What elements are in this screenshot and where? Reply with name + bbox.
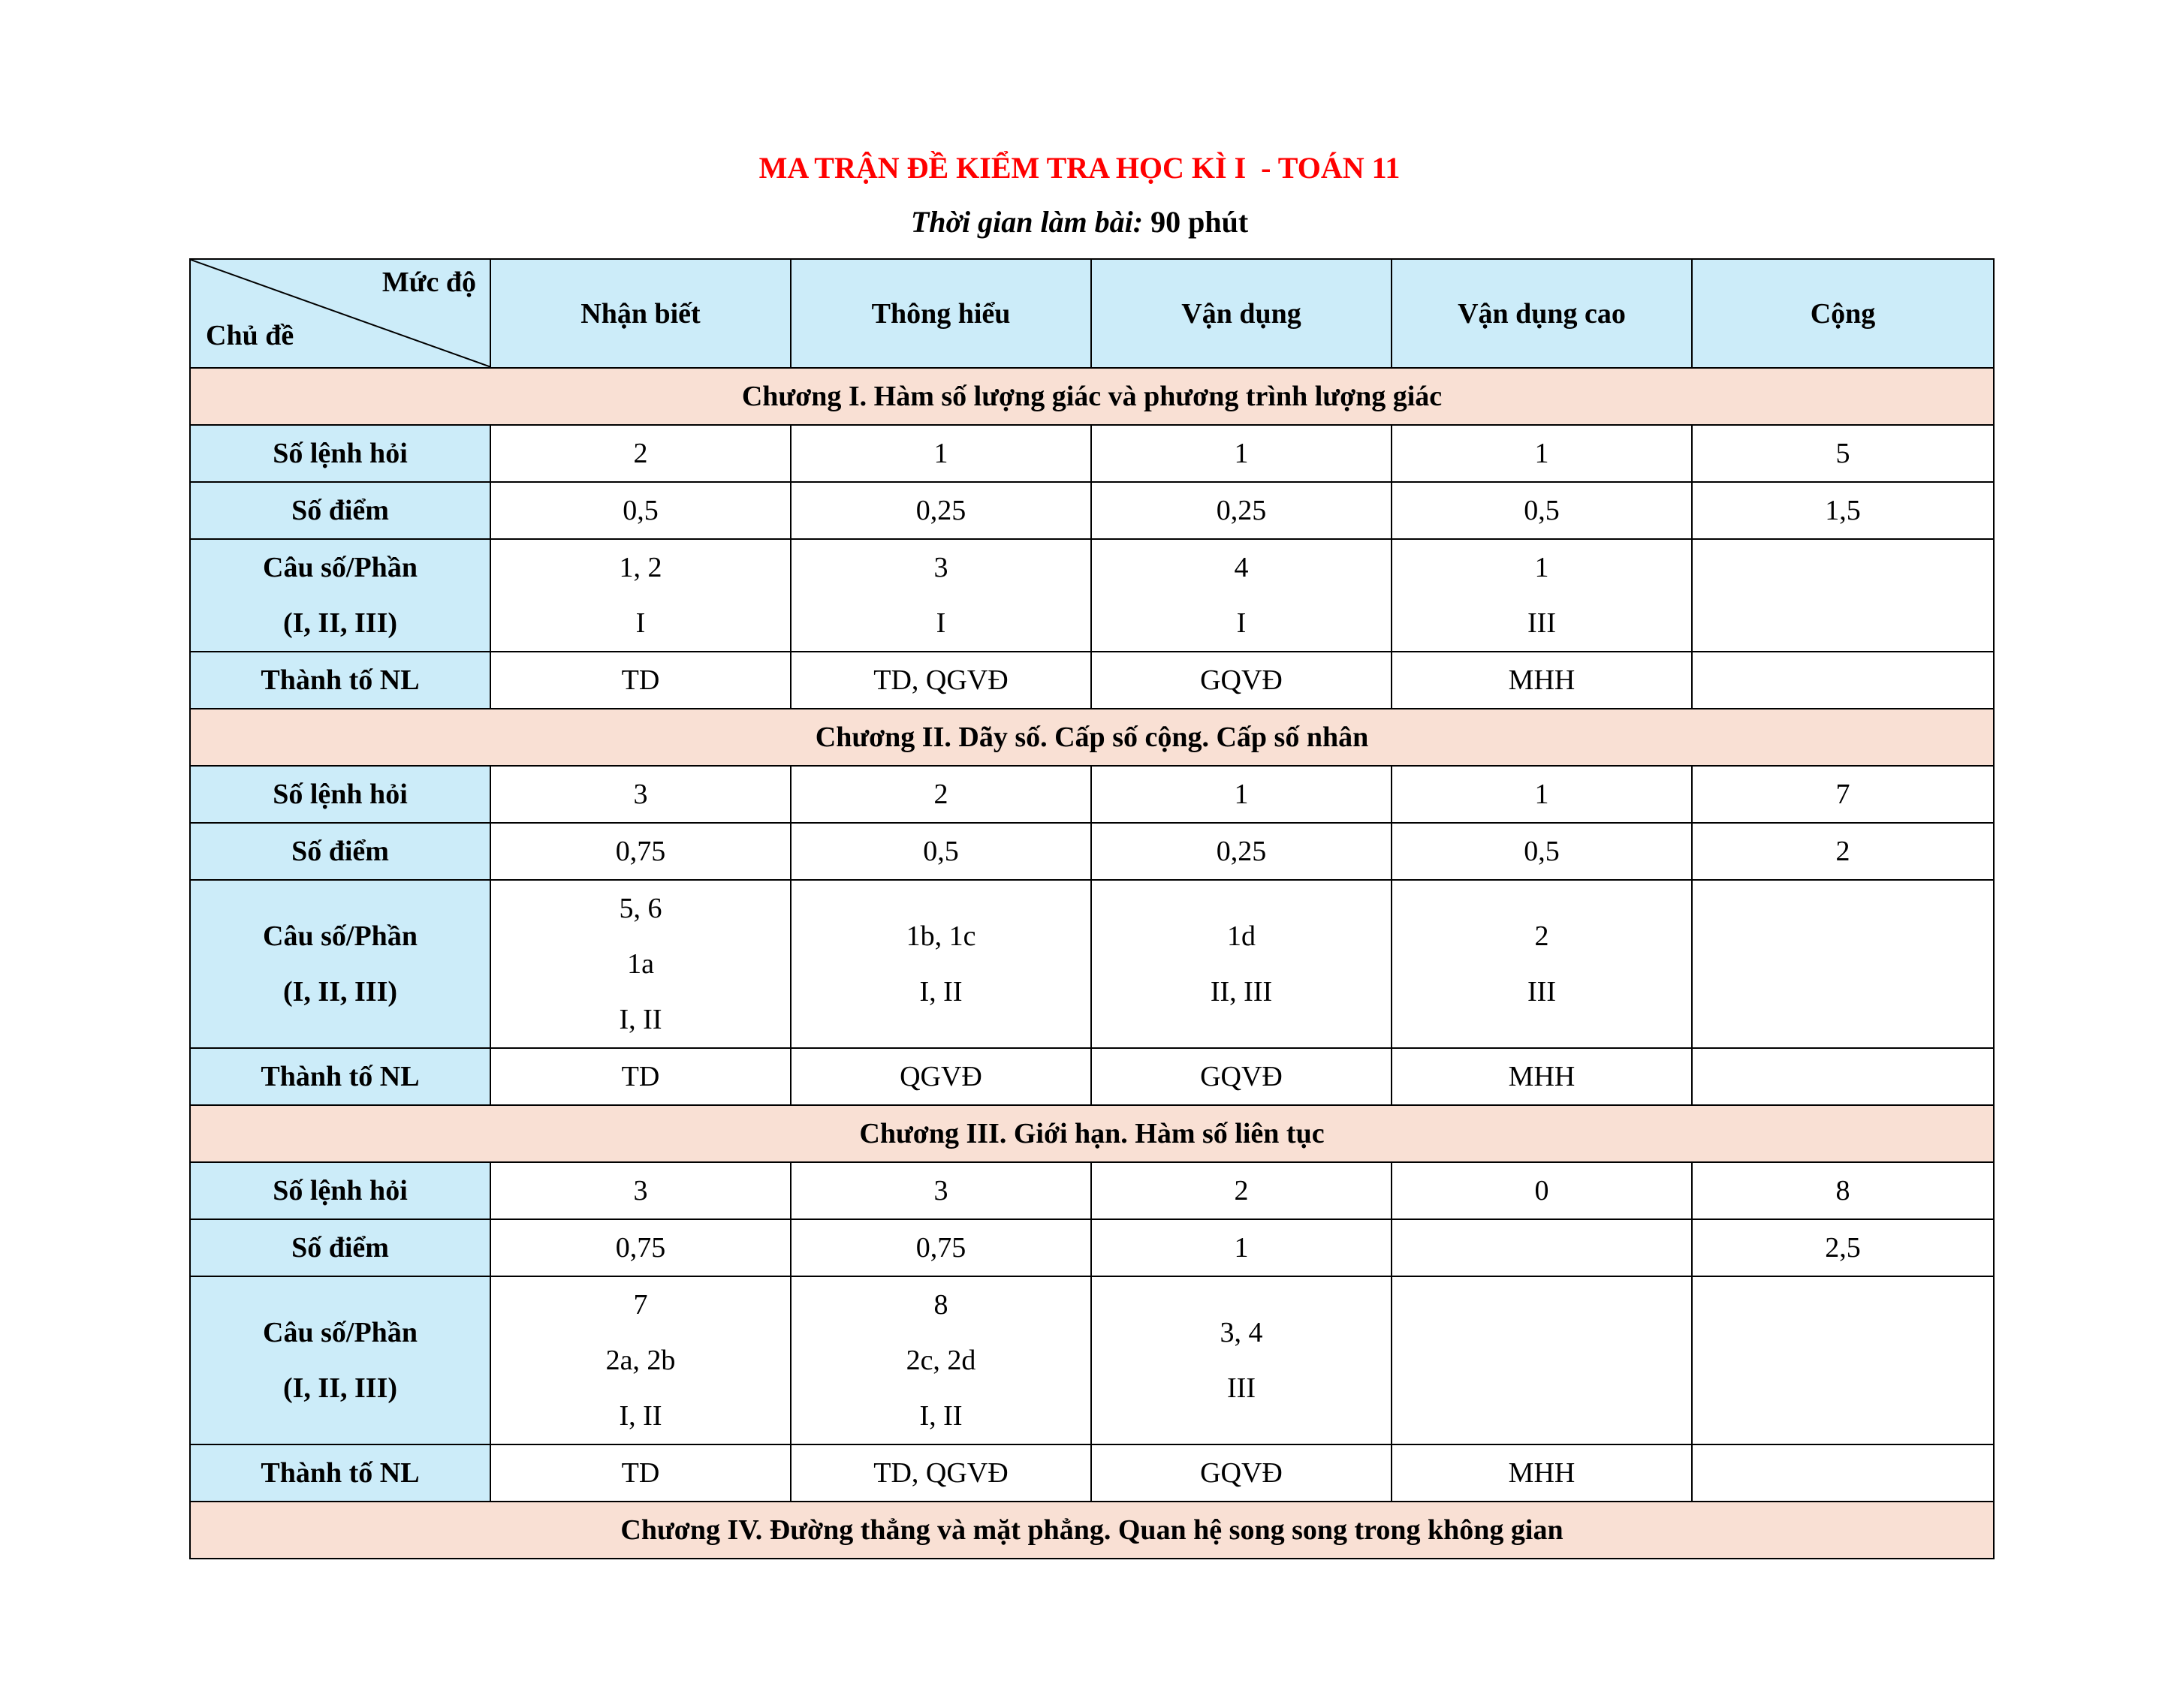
items-cell-line: I (936, 607, 946, 639)
competency-cell (1692, 652, 1994, 709)
items-cell (490, 880, 791, 1048)
points-cell: 0,75 (490, 1219, 791, 1276)
items-cell (791, 1276, 1091, 1444)
questions-cell: 3 (791, 1162, 1091, 1219)
points-cell: 1 (1091, 1219, 1392, 1276)
items-cell (1091, 1276, 1392, 1444)
items-cell (1692, 880, 1994, 1048)
row-label-items (190, 539, 490, 652)
points-row (190, 823, 1994, 880)
competency-cell: TD (490, 652, 791, 709)
document-title: MA TRẬN ĐỀ KIỂM TRA HỌC KÌ I - TOÁN 11 (758, 151, 1401, 185)
header-corner-cell (190, 259, 490, 368)
questions-cell: 2 (791, 766, 1091, 823)
header-col-application: Vận dụng (1091, 259, 1392, 368)
questions-cell: 3 (490, 766, 791, 823)
items-cell (1392, 1276, 1692, 1444)
points-row (190, 482, 1994, 539)
items-label-line: Câu số/Phần (263, 1317, 418, 1348)
row-label-competency: Thành tố NL (190, 1048, 490, 1105)
items-row (190, 1276, 1994, 1444)
items-cell-line: 3, 4 (1220, 1317, 1263, 1348)
items-cell-line: I (635, 607, 646, 639)
items-cell-line: 4 (1234, 552, 1249, 583)
items-cell (1091, 539, 1392, 652)
row-label-points: Số điểm (190, 482, 490, 539)
chapter-title: Chương III. Giới hạn. Hàm số liên tục (190, 1105, 1994, 1162)
points-cell: 1,5 (1692, 482, 1994, 539)
competency-cell: TD, QGVĐ (791, 1444, 1091, 1502)
points-cell: 0,25 (1091, 823, 1392, 880)
items-row (190, 880, 1994, 1048)
points-cell: 0,5 (1392, 823, 1692, 880)
questions-cell: 7 (1692, 766, 1994, 823)
questions-cell: 1 (1091, 766, 1392, 823)
questions-cell: 2 (1091, 1162, 1392, 1219)
points-cell: 2 (1692, 823, 1994, 880)
exam-matrix-table (189, 258, 1995, 1559)
competency-cell: GQVĐ (1091, 1048, 1392, 1105)
header-col-total: Cộng (1692, 259, 1994, 368)
header-col-recognition: Nhận biết (490, 259, 791, 368)
items-cell (490, 539, 791, 652)
competency-cell: GQVĐ (1091, 1444, 1392, 1502)
questions-cell: 1 (1392, 766, 1692, 823)
items-label-line: (I, II, III) (282, 976, 398, 1008)
items-cell-line: I, II (919, 1400, 963, 1432)
competency-cell: QGVĐ (791, 1048, 1091, 1105)
row-label-questions: Số lệnh hỏi (190, 766, 490, 823)
row-label-competency: Thành tố NL (190, 1444, 490, 1502)
items-cell-line: III (1527, 607, 1556, 639)
items-cell-line: 2c, 2d (906, 1345, 976, 1376)
competency-cell: TD (490, 1444, 791, 1502)
items-cell (1692, 539, 1994, 652)
corner-topic-label: Chủ đề (206, 320, 294, 351)
points-cell: 0,75 (791, 1219, 1091, 1276)
document-subtitle (0, 201, 2159, 243)
chapter-title: Chương I. Hàm số lượng giác và phương trình lượng giác (190, 368, 1994, 425)
time-label: Thời gian làm bài: (910, 205, 1144, 239)
questions-cell: 1 (791, 425, 1091, 482)
competency-cell: TD, QGVĐ (791, 652, 1091, 709)
items-cell (1091, 880, 1392, 1048)
points-cell (1392, 1219, 1692, 1276)
items-cell-line: III (1527, 976, 1556, 1008)
questions-cell: 3 (490, 1162, 791, 1219)
items-cell-line: 5, 6 (619, 893, 662, 924)
items-cell-line: 7 (633, 1289, 648, 1321)
items-cell-line: II, III (1210, 976, 1273, 1008)
chapter-row (190, 1502, 1994, 1559)
items-cell-line: 1 (1534, 552, 1549, 583)
points-cell: 0,5 (1392, 482, 1692, 539)
items-cell-line: I, II (619, 1004, 662, 1035)
points-cell: 0,5 (490, 482, 791, 539)
items-cell-line: I, II (619, 1400, 662, 1432)
competency-cell: TD (490, 1048, 791, 1105)
questions-cell: 8 (1692, 1162, 1994, 1219)
competency-row (190, 652, 1994, 709)
questions-cell: 5 (1692, 425, 1994, 482)
items-cell (1392, 539, 1692, 652)
items-cell (490, 1276, 791, 1444)
corner-level-label: Mức độ (381, 267, 476, 298)
points-cell: 0,75 (490, 823, 791, 880)
chapter-row (190, 709, 1994, 766)
questions-cell: 1 (1392, 425, 1692, 482)
items-cell-line: 1, 2 (619, 552, 662, 583)
time-value: 90 phút (1143, 205, 1249, 239)
items-cell-line: 3 (933, 552, 948, 583)
points-row (190, 1219, 1994, 1276)
row-label-items (190, 1276, 490, 1444)
items-label-line: (I, II, III) (282, 607, 398, 639)
items-cell (791, 539, 1091, 652)
chapter-row (190, 368, 1994, 425)
row-label-questions: Số lệnh hỏi (190, 425, 490, 482)
items-row (190, 539, 1994, 652)
items-cell-line: 2a, 2b (605, 1345, 676, 1376)
row-label-points: Số điểm (190, 1219, 490, 1276)
competency-cell (1692, 1444, 1994, 1502)
header-col-high-application: Vận dụng cao (1392, 259, 1692, 368)
items-cell (791, 880, 1091, 1048)
header-row (190, 259, 1994, 368)
questions-cell: 2 (490, 425, 791, 482)
competency-cell: MHH (1392, 1048, 1692, 1105)
items-cell-line: 8 (933, 1289, 948, 1321)
questions-row (190, 1162, 1994, 1219)
items-cell-line: 2 (1534, 920, 1549, 952)
row-label-questions: Số lệnh hỏi (190, 1162, 490, 1219)
competency-cell: GQVĐ (1091, 652, 1392, 709)
items-cell-line: III (1227, 1372, 1256, 1404)
items-cell (1392, 880, 1692, 1048)
items-cell-line: 1d (1227, 920, 1256, 952)
points-cell: 2,5 (1692, 1219, 1994, 1276)
questions-cell: 0 (1392, 1162, 1692, 1219)
chapter-title: Chương IV. Đường thẳng và mặt phẳng. Quan hệ song song trong không gian (190, 1502, 1994, 1559)
items-cell (1692, 1276, 1994, 1444)
competency-cell: MHH (1392, 652, 1692, 709)
competency-row (190, 1048, 1994, 1105)
chapter-title: Chương II. Dãy số. Cấp số cộng. Cấp số nhân (190, 709, 1994, 766)
items-cell-line: I, II (919, 976, 963, 1008)
items-label-line: Câu số/Phần (263, 920, 418, 952)
header-col-understanding: Thông hiểu (791, 259, 1091, 368)
competency-cell: MHH (1392, 1444, 1692, 1502)
competency-cell (1692, 1048, 1994, 1105)
points-cell: 0,25 (1091, 482, 1392, 539)
row-label-items (190, 880, 490, 1048)
questions-row (190, 425, 1994, 482)
chapter-row (190, 1105, 1994, 1162)
row-label-points: Số điểm (190, 823, 490, 880)
points-cell: 0,25 (791, 482, 1091, 539)
items-cell-line: I (1236, 607, 1247, 639)
items-cell-line: 1a (627, 948, 654, 980)
items-label-line: (I, II, III) (282, 1372, 398, 1404)
points-cell: 0,5 (791, 823, 1091, 880)
questions-row (190, 766, 1994, 823)
items-cell-line: 1b, 1c (906, 920, 976, 952)
row-label-competency: Thành tố NL (190, 652, 490, 709)
competency-row (190, 1444, 1994, 1502)
items-label-line: Câu số/Phần (263, 552, 418, 583)
questions-cell: 1 (1091, 425, 1392, 482)
